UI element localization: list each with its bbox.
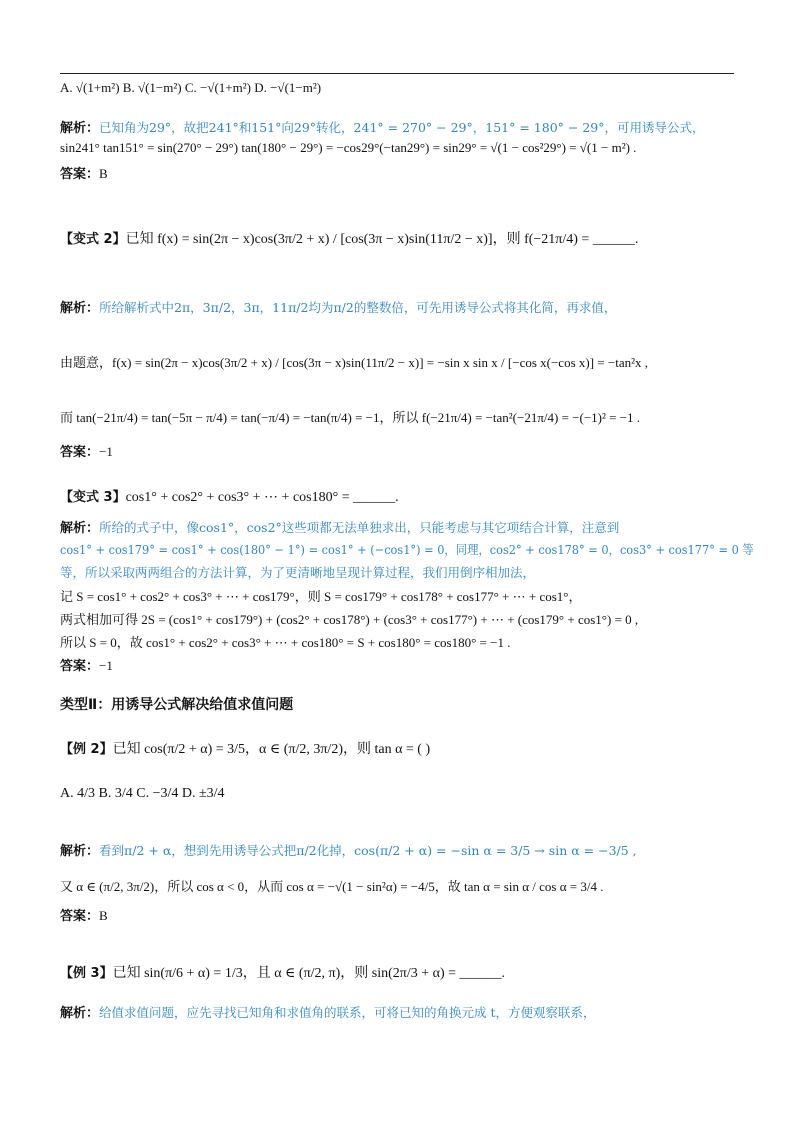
line-label: 解析： <box>60 1006 100 1021</box>
top-divider-line <box>60 73 734 74</box>
line-label: 解析： <box>60 121 100 136</box>
line-label: 【例 3】 <box>60 966 113 981</box>
text-line-l22 <box>60 876 603 895</box>
line-text: sin241° tan151° = sin(270° − 29°) tan(180° − 29°) = −cos29°(−tan29°) = sin29° = √(1 − cos²29°) = √(1 − m²) . <box>60 140 637 155</box>
line-label: 【变式 2】 <box>60 232 126 247</box>
line-label: 解析： <box>60 521 100 536</box>
text-line-l04 <box>60 163 108 182</box>
text-line-l15 <box>60 609 638 628</box>
line-label: 【变式 3】 <box>60 490 126 505</box>
line-text: cos1° + cos2° + cos3° + ⋯ + cos180° = ______. <box>125 490 399 505</box>
text-line-l09 <box>60 441 113 460</box>
line-text: 给值求值问题，应先寻找已知角和求值角的联系，可将已知的角换元成 t，方便观察联系， <box>99 1005 596 1020</box>
line-label: 解析： <box>60 844 100 859</box>
line-text: −1 <box>99 658 113 673</box>
text-line-l23 <box>60 905 108 924</box>
text-line-l10 <box>60 486 399 506</box>
text-line-l01 <box>60 80 321 96</box>
text-line-l16 <box>60 632 510 651</box>
text-line-l08 <box>60 407 640 426</box>
line-text: cos1° + cos179° = cos1° + cos(180° − 1°) = cos1° + (−cos1°) = 0，同理，cos2° + cos178° = 0，cos3° + cos177° = 0 等 <box>60 542 754 557</box>
line-text: 又 α ∈ (π/2, 3π/2)，所以 cos α < 0，从而 cos α = −√(1 − sin²α) = −4/5，故 tan α = sin α / cos α = 3/4 . <box>60 879 604 894</box>
line-text: 所给的式子中，像cos1°，cos2°这些项都无法单独求出，只能考虑与其它项结合计算，注意到 <box>99 520 620 535</box>
line-text: A. 4/3 B. 3/4 C. −3/4 D. ±3/4 <box>60 786 225 801</box>
text-line-l12 <box>60 540 754 558</box>
line-text: A. √(1+m²) B. √(1−m²) C. −√(1+m²) D. −√(1−m²) <box>60 80 322 95</box>
line-text: B <box>99 166 108 181</box>
line-text: 类型Ⅱ：用诱导公式解决给值求值问题 <box>60 697 294 713</box>
line-text: 等，所以采取两两组合的方法计算，为了更清晰地呈现计算过程，我们用倒序相加法， <box>60 565 536 580</box>
line-text: 已知 sin(π/6 + α) = 1/3，且 α ∈ (π/2, π)，则 sin(2π/3 + α) = ______. <box>112 966 506 981</box>
line-label: 答案： <box>60 659 100 674</box>
text-line-l07 <box>60 352 648 371</box>
text-line-l13 <box>60 563 535 581</box>
line-label: 答案： <box>60 445 100 460</box>
line-text: 已知角为29°，故把241°和151°向29°转化，241° = 270° − 29°，151° = 180° − 29°，可用诱导公式， <box>99 120 705 135</box>
text-line-l03 <box>60 140 636 156</box>
line-text: B <box>99 908 108 923</box>
line-text: −1 <box>99 444 113 459</box>
line-text: 已知 cos(π/2 + α) = 3/5，α ∈ (π/2, 3π/2)，则 tan α = ( ) <box>112 742 431 757</box>
line-text: 记 S = cos1° + cos2° + cos3° + ⋯ + cos179°，则 S = cos179° + cos178° + cos177° + ⋯ + cos1°， <box>60 589 582 604</box>
text-line-l11 <box>60 517 619 536</box>
line-text: 所给解析式中2π，3π/2，3π，11π/2均为π/2的整数倍，可先用诱导公式将其化简，再求值， <box>99 300 617 315</box>
line-text: 由题意，f(x) = sin(2π − x)cos(3π/2 + x) / [cos(3π − x)sin(11π/2 − x)] = −sin x sin x / [−cos x(−cos x)] = −tan²x , <box>60 355 648 370</box>
line-text: 所以 S = 0，故 cos1° + cos2° + cos3° + ⋯ + cos180° = S + cos180° = cos180° = −1 . <box>60 635 511 650</box>
text-line-l20 <box>60 786 225 802</box>
text-line-l21 <box>60 840 637 859</box>
line-label: 答案： <box>60 167 100 182</box>
line-label: 答案： <box>60 909 100 924</box>
line-label: 解析： <box>60 301 100 316</box>
text-line-l18 <box>60 694 293 714</box>
text-line-l06 <box>60 297 616 316</box>
line-text: 两式相加可得 2S = (cos1° + cos179°) + (cos2° + cos178°) + (cos3° + cos177°) + ⋯ + (cos179° + cos1°) = 0 , <box>60 612 639 627</box>
text-line-l02 <box>60 117 704 136</box>
line-text: 而 tan(−21π/4) = tan(−5π − π/4) = tan(−π/4) = −tan(π/4) = −1，所以 f(−21π/4) = −tan²(−21π/4) = −(−1)² = −1 . <box>60 410 641 425</box>
text-line-l05 <box>60 228 638 248</box>
text-line-l24 <box>60 962 505 982</box>
text-line-l17 <box>60 655 113 674</box>
line-text: 看到π/2 + α，想到先用诱导公式把π/2化掉，cos(π/2 + α) = −sin α = 3/5 → sin α = −3/5 , <box>99 843 637 858</box>
text-line-l14 <box>60 586 582 605</box>
text-line-l19 <box>60 738 430 758</box>
line-text: 已知 f(x) = sin(2π − x)cos(3π/2 + x) / [cos(3π − x)sin(11π/2 − x)]，则 f(−21π/4) = ______. <box>125 232 639 247</box>
line-label: 【例 2】 <box>60 742 113 757</box>
text-line-l25 <box>60 1002 596 1021</box>
